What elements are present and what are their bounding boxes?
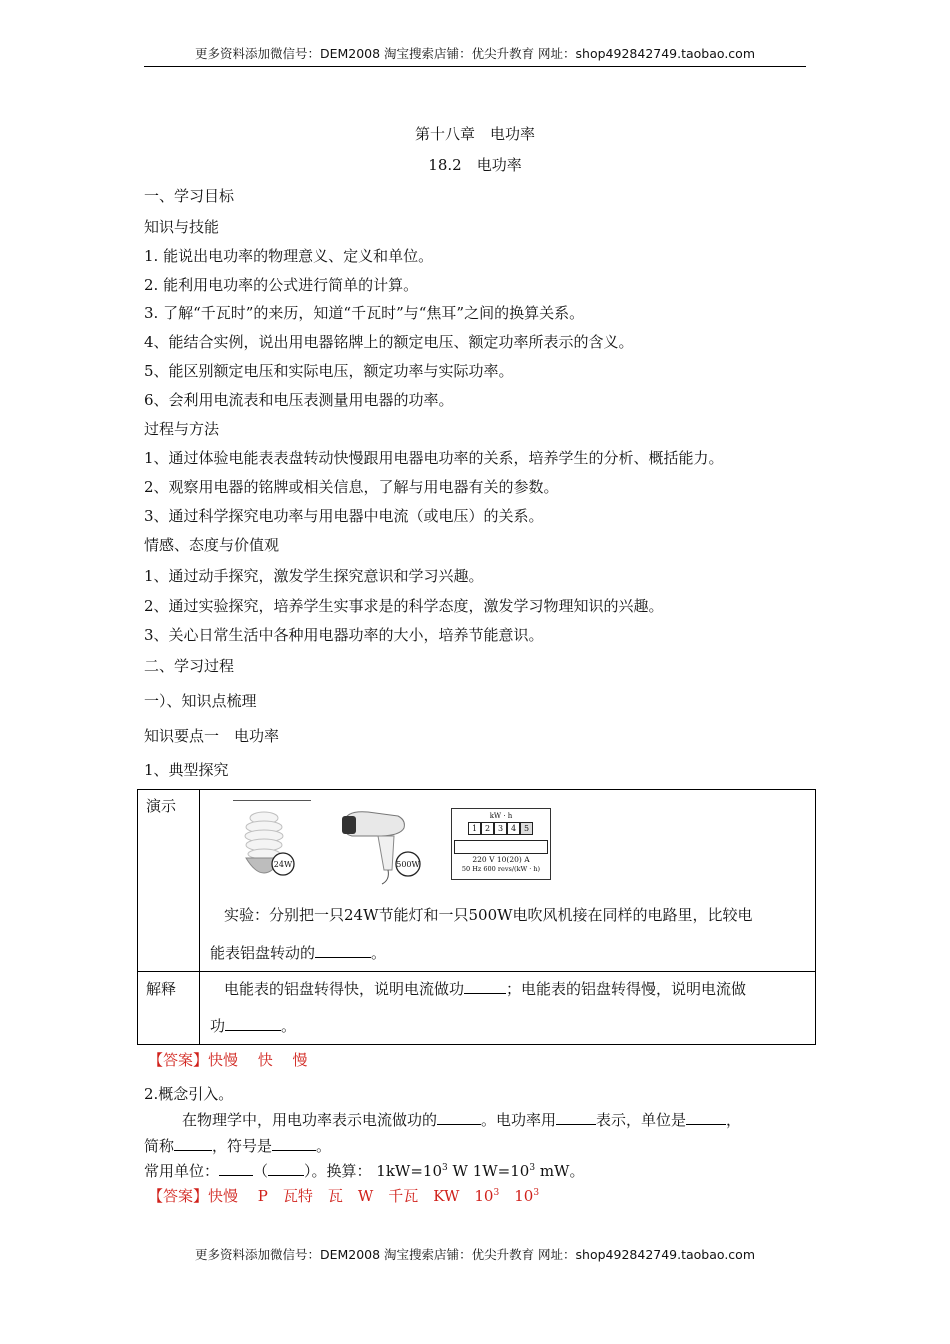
energy-saving-lamp-image [234,808,300,882]
hair-dryer-image [338,806,424,886]
attitude-item: 3、关心日常生活中各种用电器功率的大小，培养节能意识。 [144,626,544,644]
knowledge-item: 6、会利用电流表和电压表测量用电器的功率。 [144,391,454,409]
knowledge-item: 5、能区别额定电压和实际电压，额定功率与实际功率。 [144,362,514,380]
meter-unit: kW · h [489,812,513,820]
knowledge-item: 4、能结合实例，说出用电器铭牌上的额定电压、额定功率所表示的含义。 [144,333,634,351]
experiment-text: 能表铝盘转动的 。 [210,944,387,962]
explanation-text: 电能表的铝盘转得快，说明电流做功 ；电能表的铝盘转得慢，说明电流做 [224,980,747,998]
attitude-item: 2、通过实验探究，培养学生实事求是的科学态度，激发学习物理知识的兴趣。 [144,597,664,615]
process-item: 3、通过科学探究电功率与用电器中电流（或电压）的关系。 [144,507,544,525]
process-subheading: 一）、知识点梳理 [144,692,257,710]
demo-table [137,789,816,1045]
answer-2: 【答案】快慢 P 瓦特 瓦 W 千瓦 KW $10^3$ $10^3$ [148,1187,540,1205]
concept-text: 简称 ，符号是 。 [144,1137,332,1155]
typical-inquiry: 1、典型探究 [144,761,229,779]
row-label-demo: 演示 [146,797,177,815]
meter-digit: 5 [520,822,533,835]
chapter-title: 第十八章 电功率 [414,125,535,143]
knowledge-item: 1. 能说出电功率的物理意义、定义和单位。 [144,247,434,265]
row-label-explain: 解释 [146,980,177,998]
knowledge-item: 2. 能利用电功率的公式进行简单的计算。 [144,276,419,294]
knowledge-heading: 知识与技能 [144,218,220,236]
attitude-heading: 情感、态度与价值观 [144,536,280,554]
objectives-heading: 一、学习目标 [144,187,235,205]
answer-blank [464,993,506,994]
meter-rating: 220 V 10(20) A [472,855,530,864]
explanation-text: 功 。 [210,1017,297,1035]
experiment-text: 实验：分别把一只24W节能灯和一只500W电吹风机接在同样的电路里，比较电 [224,906,753,924]
lamp-power-label: 24W [273,860,293,869]
process-section-heading: 二、学习过程 [144,657,235,675]
knowledge-point: 知识要点一 电功率 [144,727,280,745]
section-title: 18.2 电功率 [428,156,522,174]
process-item: 2、观察用电器的铭牌或相关信息，了解与用电器有关的参数。 [144,478,559,496]
answer-blank [225,1030,281,1031]
attitude-item: 1、通过动手探究，激发学生探究意识和学习兴趣。 [144,567,484,585]
dryer-power-label: 500W [396,860,420,869]
meter-digit: 3 [494,822,507,835]
page-header: 更多资料添加微信号：DEM2008 淘宝搜索店铺：优尖升教育 网址：shop492842749.taobao.com [144,44,806,67]
meter-constant: 50 Hz 600 revs/(kW · h) [461,865,541,873]
process-heading: 过程与方法 [144,420,220,438]
answer-1: 【答案】快慢 快 慢 [148,1051,308,1069]
electric-meter-image [451,808,551,880]
meter-digit: 4 [507,822,520,835]
meter-digit: 2 [481,822,494,835]
meter-digit: 1 [468,822,481,835]
answer-blank [315,957,371,958]
page-footer: 更多资料添加微信号：DEM2008 淘宝搜索店铺：优尖升教育 网址：shop492842749.taobao.com [194,1247,756,1262]
concept-units: 常用单位： （ ）。换算： $1kW=10^3$ W $1W=10^3$ mW。 [144,1162,585,1180]
concept-heading: 2.概念引入。 [144,1085,234,1103]
process-item: 1、通过体验电能表表盘转动快慢跟用电器电功率的关系，培养学生的分析、概括能力。 [144,449,724,467]
concept-text: 在物理学中，用电功率表示电流做功的 。电功率用 表示，单位是 ， [182,1111,742,1129]
knowledge-item: 3. 了解“千瓦时”的来历，知道“千瓦时”与“焦耳”之间的换算关系。 [144,304,585,322]
